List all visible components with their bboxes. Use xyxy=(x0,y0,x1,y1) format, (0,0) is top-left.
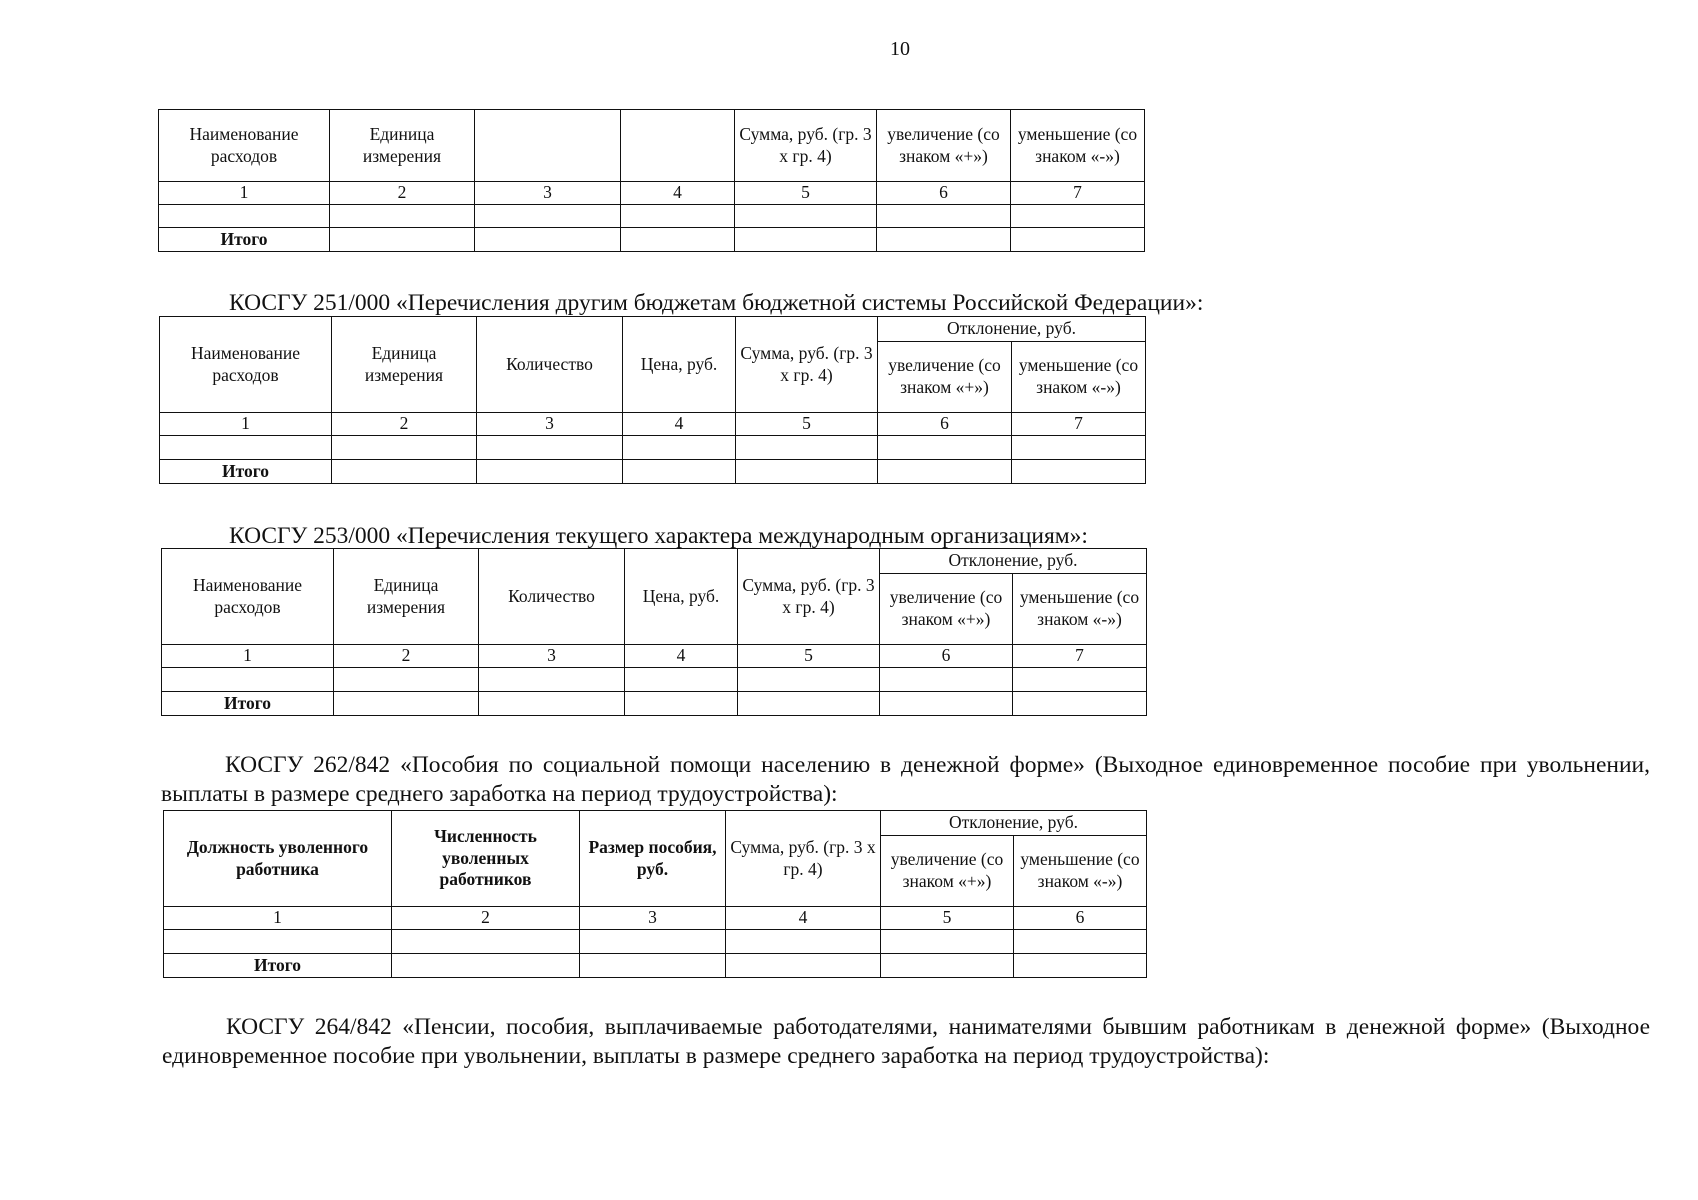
header-deviation: Отклонение, руб. xyxy=(881,811,1147,836)
column-number: 3 xyxy=(479,645,625,668)
section-heading-262-text: КОСГУ 262/842 «Пособия по социальной помощи населению в денежной форме» (Выходное единовременное пособие при увольнении, выплаты в размере среднего заработка на период трудоустройства): xyxy=(161,752,1650,807)
column-number: 3 xyxy=(580,907,726,930)
column-number: 5 xyxy=(738,645,880,668)
header-empty-4 xyxy=(621,110,735,182)
header-increase: увеличение (со знаком «+») xyxy=(880,574,1013,645)
header-unit: Единица измерения xyxy=(334,549,479,645)
header-sum: Сумма, руб. (гр. 3 х гр. 4) xyxy=(726,811,881,907)
column-number: 4 xyxy=(623,413,736,436)
column-number: 7 xyxy=(1011,182,1145,205)
header-price: Цена, руб. xyxy=(623,317,736,413)
header-decrease: уменьшение (со знаком «-») xyxy=(1014,836,1147,907)
header-increase: увеличение (со знаком «+») xyxy=(877,110,1011,182)
header-increase: увеличение (со знаком «+») xyxy=(878,342,1012,413)
column-number: 7 xyxy=(1012,413,1146,436)
header-price: Цена, руб. xyxy=(625,549,738,645)
column-number: 1 xyxy=(160,413,332,436)
column-number: 1 xyxy=(164,907,392,930)
column-number: 2 xyxy=(334,645,479,668)
section-heading-264 xyxy=(162,1013,1650,1071)
page-number: 10 xyxy=(890,38,910,60)
header-empty-3 xyxy=(475,110,621,182)
column-number: 1 xyxy=(162,645,334,668)
empty-row xyxy=(164,930,1147,954)
header-deviation: Отклонение, руб. xyxy=(880,549,1147,574)
empty-row xyxy=(159,205,1145,228)
total-label: Итого xyxy=(160,460,332,484)
header-expense-name: Наименование расходов xyxy=(159,110,330,182)
header-sum: Сумма, руб. (гр. 3 х гр. 4) xyxy=(738,549,880,645)
column-number: 3 xyxy=(475,182,621,205)
column-number: 5 xyxy=(736,413,878,436)
header-decrease: уменьшение (со знаком «-») xyxy=(1011,110,1145,182)
section-heading-262 xyxy=(161,751,1650,809)
header-employee-count: Численность уволенных работников xyxy=(392,811,580,907)
column-number: 4 xyxy=(726,907,881,930)
column-number: 5 xyxy=(881,907,1014,930)
column-number: 2 xyxy=(330,182,475,205)
header-decrease: уменьшение (со знаком «-») xyxy=(1012,342,1146,413)
expense-table-253 xyxy=(161,548,1147,716)
header-expense-name: Наименование расходов xyxy=(160,317,332,413)
section-heading-253: КОСГУ 253/000 «Перечисления текущего характера международным организациям»: xyxy=(229,523,1088,549)
header-expense-name: Наименование расходов xyxy=(162,549,334,645)
benefits-table-262 xyxy=(163,810,1147,978)
section-heading-251: КОСГУ 251/000 «Перечисления другим бюджетам бюджетной системы Российской Федерации»: xyxy=(229,290,1204,316)
column-number: 3 xyxy=(477,413,623,436)
header-deviation: Отклонение, руб. xyxy=(878,317,1146,342)
column-number: 2 xyxy=(392,907,580,930)
header-benefit-amount: Размер пособия, руб. xyxy=(580,811,726,907)
empty-row xyxy=(162,668,1147,692)
header-unit: Единица измерения xyxy=(330,110,475,182)
column-number: 4 xyxy=(625,645,738,668)
empty-row xyxy=(160,436,1146,460)
header-sum: Сумма, руб. (гр. 3 х гр. 4) xyxy=(736,317,878,413)
header-position: Должность уволенного работника xyxy=(164,811,392,907)
column-number: 7 xyxy=(1013,645,1147,668)
header-sum: Сумма, руб. (гр. 3 х гр. 4) xyxy=(735,110,877,182)
total-label: Итого xyxy=(164,954,392,978)
expense-table-251 xyxy=(159,316,1146,484)
header-unit: Единица измерения xyxy=(332,317,477,413)
total-label: Итого xyxy=(159,228,330,252)
header-quantity: Количество xyxy=(477,317,623,413)
column-number: 6 xyxy=(878,413,1012,436)
total-label: Итого xyxy=(162,692,334,716)
header-quantity: Количество xyxy=(479,549,625,645)
column-number: 1 xyxy=(159,182,330,205)
column-number: 4 xyxy=(621,182,735,205)
column-number: 2 xyxy=(332,413,477,436)
column-number: 6 xyxy=(880,645,1013,668)
header-decrease: уменьшение (со знаком «-») xyxy=(1013,574,1147,645)
expense-table-continued xyxy=(158,109,1145,252)
column-number: 6 xyxy=(1014,907,1147,930)
section-heading-264-text: КОСГУ 264/842 «Пенсии, пособия, выплачиваемые работодателями, нанимателями бывшим работникам в денежной форме» (Выходное единовременное пособие при увольнении, выплаты в размере среднего заработка на период трудоустройства): xyxy=(162,1014,1650,1069)
header-increase: увеличение (со знаком «+») xyxy=(881,836,1014,907)
column-number: 6 xyxy=(877,182,1011,205)
column-number: 5 xyxy=(735,182,877,205)
